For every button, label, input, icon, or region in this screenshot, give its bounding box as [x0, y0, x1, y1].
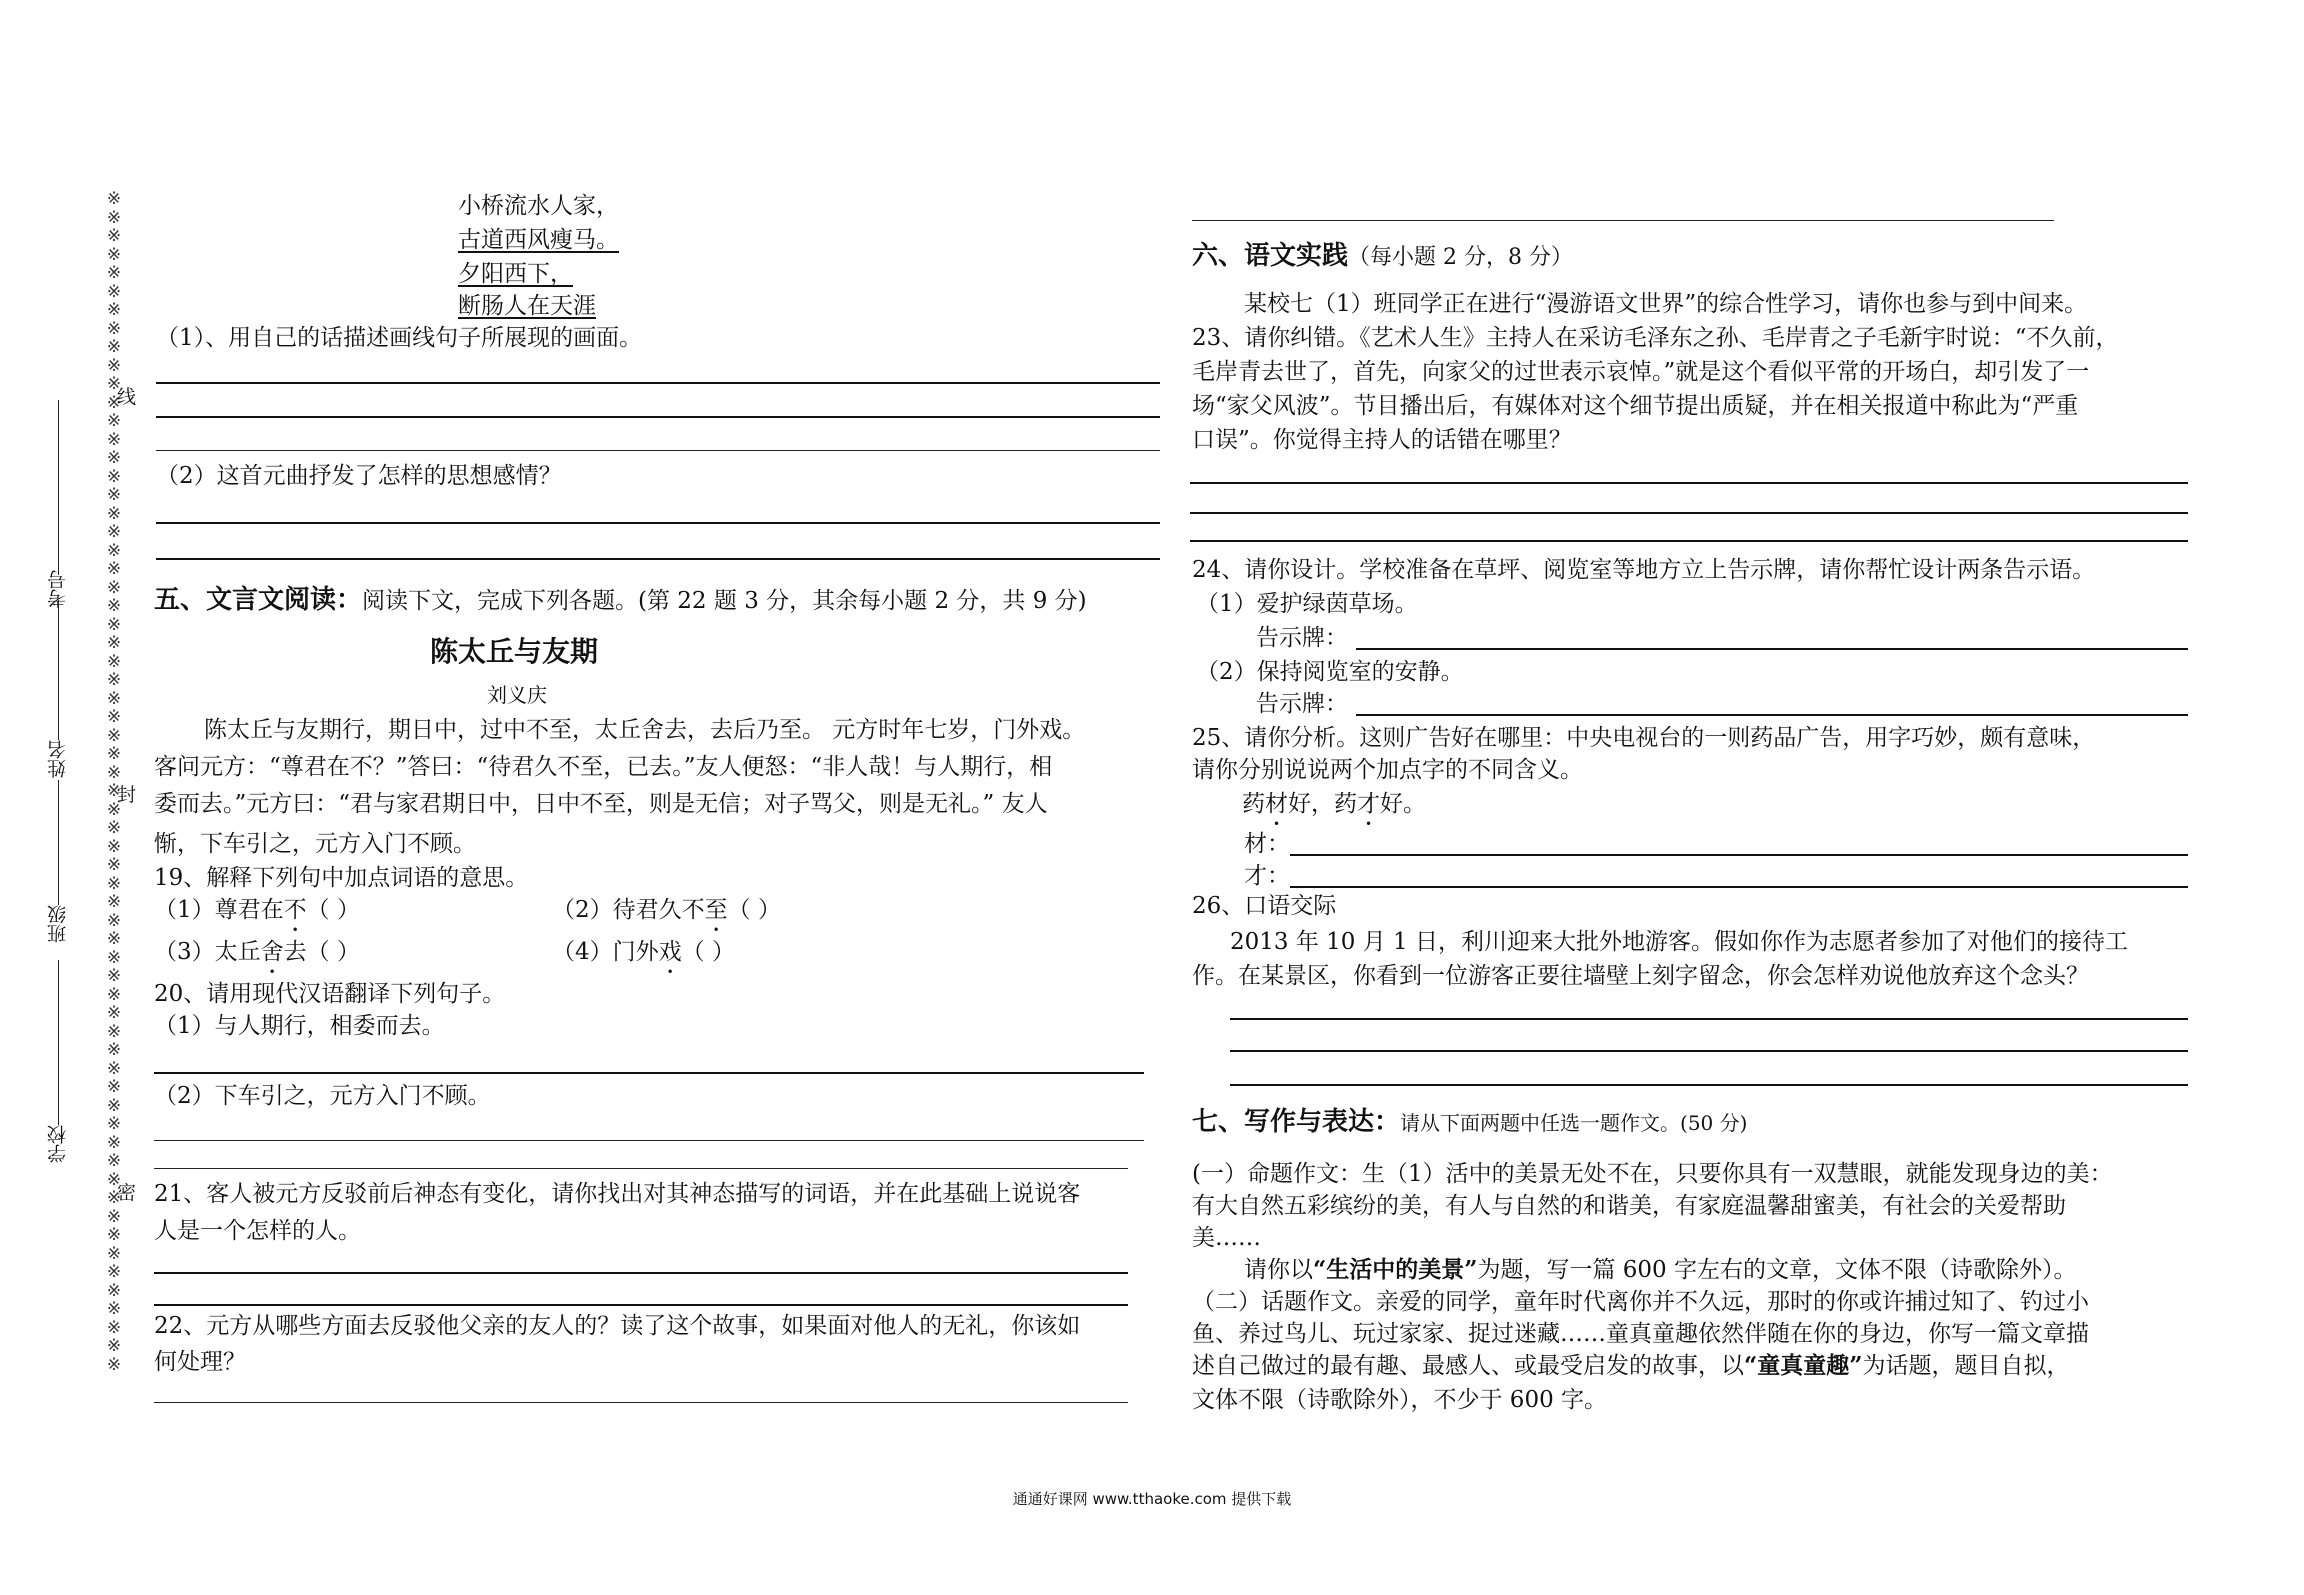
- field-school-label: 学校: [47, 1125, 69, 1163]
- field-name-label: 姓名: [47, 740, 69, 778]
- poem-line: 小桥流水人家，: [458, 193, 619, 219]
- section7-bold-title: “生活中的美景”: [1313, 1256, 1478, 1283]
- passage-line: 惭，下车引之，元方入门不顾。: [154, 831, 476, 857]
- q19-blank: （ ）: [306, 939, 360, 965]
- answer-line: [1190, 512, 2188, 514]
- page-footer: 通通好课网 www.tthaoke.com 提供下载: [1012, 1490, 1292, 1508]
- q23-line: 场“家父风波”。节目播出后，有媒体对这个细节提出质疑，并在相关报道中称此为“严重: [1192, 393, 2079, 419]
- q19-item: [154, 938, 360, 979]
- passage-title: 陈太丘与友期: [430, 635, 599, 668]
- q19-stem: 19、解释下列句中加点词语的意思。: [154, 865, 529, 891]
- q25-char-label: 材：: [1244, 831, 1290, 857]
- answer-line: [156, 522, 1160, 524]
- q26-stem: 26、口语交际: [1192, 893, 1337, 919]
- q23-line: 23、请你纠错。《艺术人生》主持人在采访毛泽东之孙、毛岸青之子毛新宇时说：“不久前，: [1192, 325, 2119, 351]
- q25-line: 25、请你分析。这则广告好在哪里：中央电视台的一则药品广告，用字巧妙，颇有意味，: [1192, 725, 2096, 751]
- section6-heading-title: 六、语文实践: [1192, 241, 1349, 271]
- q20-sentence1: （1）与人期行，相委而去。: [154, 1013, 445, 1039]
- section7-line: 鱼、养过鸟儿、玩过家家、捉过迷藏……童真童趣依然伴随在你的身边，你写一篇文章描: [1192, 1321, 2089, 1347]
- passage-author: 刘义庆: [487, 683, 547, 707]
- section7-line: (一）命题作文：生（1）活中的美景无处不在，只要你具有一双慧眼，就能发现身边的美：: [1192, 1161, 2113, 1187]
- section5-heading-title: 五、文言文阅读：: [154, 585, 363, 615]
- section7-text: 请你以: [1244, 1257, 1313, 1283]
- seal-word-seal: 封: [117, 784, 137, 806]
- q19-dotted-char: 舍: [260, 939, 284, 965]
- answer-line: [1190, 540, 2188, 542]
- answer-line: [154, 1272, 1128, 1274]
- answer-line: [156, 382, 1160, 384]
- q25-ad: [1242, 790, 1426, 831]
- q21-line: 人是一个怎样的人。: [154, 1218, 361, 1244]
- field-exam-number-line: [58, 400, 59, 575]
- section6-heading-note: （每小题 2 分，8 分）: [1348, 245, 1573, 270]
- section5-heading: [154, 586, 1087, 615]
- section7-heading-title: 七、写作与表达：: [1192, 1107, 1401, 1137]
- field-school-line: [58, 960, 59, 1125]
- poem-line-underlined: 断肠人在天涯: [458, 293, 596, 319]
- binding-mark-column: ※※※※※※※※※※※※※※※※※※※※※※※※※※※※※※※※※※※※※※※※※※※※※※※※※※※※※※※※※※※※※※※※: [106, 189, 122, 1375]
- q19-blank: （ ）: [681, 939, 735, 965]
- field-class-label: 班级: [47, 905, 69, 943]
- q19-item: [154, 896, 360, 937]
- q23-line: 口误”。你觉得主持人的话错在哪里？: [1192, 427, 1572, 453]
- answer-line: [1192, 220, 2054, 221]
- section7-line: 有大自然五彩缤纷的美，有人与自然的和谐美，有家庭温馨甜蜜美，有社会的关爱帮助: [1192, 1193, 2066, 1219]
- q22-line: 22、元方从哪些方面去反驳他父亲的友人的？读了这个故事，如果面对他人的无礼，你该如: [154, 1313, 1081, 1339]
- q19-blank: （ ）: [306, 897, 360, 923]
- q20-sentence2: （2）下车引之，元方入门不顾。: [154, 1083, 491, 1109]
- section7-bold-topic: “童真童趣”: [1744, 1352, 1863, 1379]
- q24-sign-line: [1356, 714, 2188, 716]
- answer-line: [1190, 482, 2188, 484]
- passage-line: 委而去。”元方曰：“君与家君期日中，日中不至，则是无信；对子骂父，则是无礼。” 友人: [154, 791, 1048, 817]
- answer-line: [1230, 1050, 2188, 1052]
- q19-dotted-char: 至: [704, 897, 728, 923]
- field-exam-number-label: 考号: [47, 570, 69, 608]
- q25-dotted-char: 材: [1265, 791, 1288, 817]
- answer-line: [154, 1140, 1144, 1141]
- q19-item: [552, 938, 735, 979]
- q24-sign-line: [1356, 648, 2188, 650]
- q19-dotted-char: 戏: [658, 939, 682, 965]
- section7-prompt2: [1192, 1352, 2069, 1380]
- passage-line: 陈太丘与友期行，期日中，过中不至，太丘舍去，去后乃至。 元方时年七岁，门外戏。: [204, 717, 1086, 743]
- answer-line: [1230, 1084, 2188, 1086]
- q26-line: 作。在某景区，你看到一位游客正要往墙壁上刻字留念，你会怎样劝说他放弃这个念头？: [1192, 963, 2089, 989]
- answer-line: [154, 1402, 1128, 1403]
- q25-ad-text: 好。: [1380, 791, 1426, 817]
- q25-line: 请你分别说说两个加点字的不同含义。: [1192, 757, 1583, 783]
- section7-text: 为话题，题目自拟，: [1862, 1353, 2070, 1379]
- q18-part2: （2）这首元曲抒发了怎样的思想感情？: [156, 463, 562, 489]
- q24-sign-label: 告示牌：: [1256, 691, 1348, 717]
- q19-item-text: （1）尊君在: [154, 897, 284, 923]
- q19-item: [552, 896, 781, 937]
- answer-line: [154, 1072, 1144, 1074]
- answer-line: [1290, 854, 2188, 856]
- section7-text: 述自己做过的最有趣、最感人、或最受启发的故事，以: [1192, 1353, 1744, 1379]
- section6-intro: 某校七（1）班同学正在进行“漫游语文世界”的综合性学习，请你也参与到中间来。: [1244, 291, 2088, 317]
- answer-line: [156, 416, 1160, 418]
- answer-line: [1230, 1018, 2188, 1020]
- section7-heading: [1192, 1108, 1747, 1137]
- q18-part1: （1）、用自己的话描述画线句子所展现的画面。: [156, 325, 643, 351]
- q26-line: 2013 年 10 月 1 日，利川迎来大批外地游客。假如你作为志愿者参加了对他们的接待工: [1230, 929, 2128, 955]
- seal-word-secret: 密: [117, 1182, 137, 1204]
- q25-ad-text: 好，药: [1288, 791, 1357, 817]
- q25-dotted-char: 才: [1357, 791, 1380, 817]
- section5-heading-note: 阅读下文，完成下列各题。(第 22 题 3 分，其余每小题 2 分，共 9 分): [362, 588, 1087, 614]
- section7-line: 文体不限（诗歌除外），不少于 600 字。: [1192, 1387, 1608, 1413]
- q25-char-label: 才：: [1244, 863, 1290, 889]
- q21-line: 21、客人被元方反驳前后神态有变化，请你找出对其神态描写的词语，并在此基础上说说客: [154, 1181, 1081, 1207]
- field-name-line: [58, 600, 59, 740]
- section7-line: 美……: [1192, 1225, 1261, 1251]
- section7-line: （二）话题作文。亲爱的同学，童年时代离你并不久远，那时的你或许捕过知了、钓过小: [1192, 1289, 2089, 1315]
- q24-item2: （2）保持阅览室的安静。: [1196, 659, 1464, 685]
- q19-item-text: 去: [283, 939, 307, 965]
- field-class-line: [58, 780, 59, 905]
- q25-ad-text: 药: [1242, 791, 1265, 817]
- q19-item-text: （3）太丘: [154, 939, 261, 965]
- answer-line: [1290, 886, 2188, 888]
- q23-line: 毛岸青去世了，首先，向家父的过世表示哀悼。”就是这个看似平常的开场白，却引发了一: [1192, 359, 2090, 385]
- q24-item1: （1）爱护绿茵草场。: [1196, 591, 1418, 617]
- answer-line: [154, 1304, 1128, 1306]
- q19-item-text: （4）门外: [552, 939, 659, 965]
- poem-line-underlined: 夕阳西下，: [458, 261, 573, 287]
- section7-prompt1: [1244, 1256, 2077, 1284]
- seal-word-line: 线: [117, 386, 137, 408]
- q22-line: 何处理？: [154, 1349, 246, 1375]
- answer-line: [156, 558, 1160, 560]
- q19-dotted-char: 不: [283, 897, 307, 923]
- q20-stem: 20、请用现代汉语翻译下列句子。: [154, 981, 506, 1007]
- q19-item-text: （2）待君久不: [552, 897, 705, 923]
- section7-heading-note: 请从下面两题中任选一题作文。(50 分): [1400, 1111, 1748, 1135]
- poem-line-underlined: 古道西风瘦马。: [458, 227, 619, 253]
- section7-text: 为题，写一篇 600 字左右的文章，文体不限（诗歌除外）。: [1477, 1257, 2077, 1283]
- answer-line: [156, 450, 1160, 451]
- section6-heading: [1192, 242, 1573, 272]
- q24-stem: 24、请你设计。学校准备在草坪、阅览室等地方立上告示牌，请你帮忙设计两条告示语。: [1192, 557, 2096, 583]
- answer-line: [154, 1168, 1128, 1169]
- q19-blank: （ ）: [727, 897, 781, 923]
- q24-sign-label: 告示牌：: [1256, 625, 1348, 651]
- passage-line: 客问元方：“尊君在不？”答曰：“待君久不至，已去。”友人便怒：“非人哉！与人期行，相: [154, 754, 1053, 780]
